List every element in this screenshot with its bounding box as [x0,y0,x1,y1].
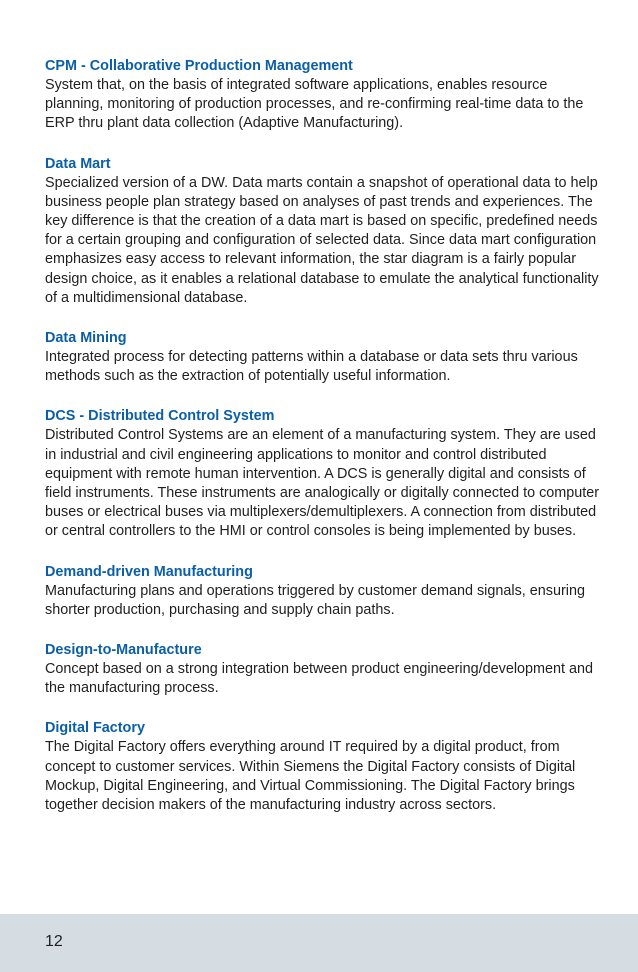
glossary-definition: System that, on the basis of integrated software applications, enables resource planning, monitoring of production processes, and re-confirming real-time data to the ERP thru plant data collection (Adaptive Manufacturing). [45,77,584,132]
glossary-definition: Integrated process for detecting patterns within a database or data sets thru various methods such as the extraction of potentially useful information. [45,349,578,385]
page-number: 12 [45,933,63,950]
glossary-definition: Manufacturing plans and operations triggered by customer demand signals, ensuring shorter production, purchasing and supply chain paths. [45,582,585,618]
glossary-term: Digital Factory [45,720,145,737]
glossary-entry-cpm [45,57,603,134]
glossary-term: Design-to-Manufacture [45,642,202,659]
glossary-entry-design-to-manufacture [45,641,603,698]
glossary-term: Data Mining [45,330,127,347]
glossary-term: CPM - Collaborative Production Management [45,58,353,74]
page-footer [0,914,638,972]
glossary-definition: Specialized version of a DW. Data marts contain a snapshot of operational data to help business people plan strategy based on analyses of past trends and experiences. The key difference is that the creation of a data mart is based on specific, predefined needs for a certain grouping and configuration of selected data. Since data mart configuration emphasizes easy access to relevant information, the star diagram is a fairly popular design choice, as it enables a relational database to emulate the analytical functionality of a multidimensional database. [45,174,599,306]
glossary-definition: Concept based on a strong integration between product engineering/development and the manufacturing process. [45,661,594,697]
glossary-entry-data-mining [45,329,603,386]
glossary-definition: The Digital Factory offers everything around IT required by a digital product, from concept to customer services. Within Siemens the Digital Factory consists of Digital Mockup, Digital Engineering, and Virtual Commissioning. The Digital Factory brings together decision makers of the manufacturing industry across sectors. [45,739,576,814]
glossary-entry-demand-driven [45,563,603,620]
glossary-term: Demand-driven Manufacturing [45,563,253,580]
glossary-entry-digital-factory [45,719,603,815]
glossary-term: DCS - Distributed Control System [45,408,275,425]
glossary-content [45,57,603,836]
glossary-definition: Distributed Control Systems are an element of a manufacturing system. They are used in industrial and civil engineering applications to monitor and control distributed equipment with remote human intervention. A DCS is generally digital and consists of field instruments. These instruments are analogically or digitally connected to computer buses or electrical buses via multiplexers/demultiplexers. A connection from distributed or central controllers to the HMI or control consoles is being implemented by buses. [45,427,600,540]
glossary-entry-data-mart [45,155,603,308]
glossary-entry-dcs [45,407,603,541]
glossary-term: Data Mart [45,155,111,172]
